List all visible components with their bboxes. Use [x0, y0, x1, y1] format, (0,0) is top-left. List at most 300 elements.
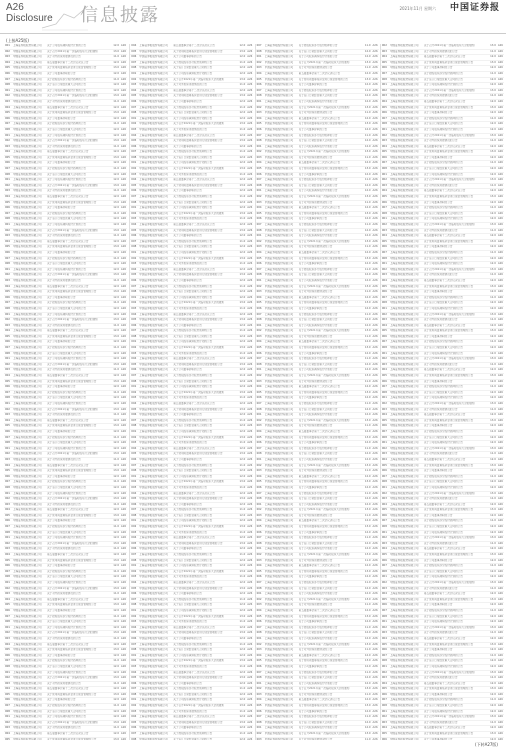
listing-name: 中国证券报股份有限公司 [264, 659, 294, 663]
listing-pages: 11.0 [364, 312, 371, 316]
listing-title: 关于公司董事辞职的公告 [47, 698, 76, 702]
listing-title: 关于召开2021年第一次临时股东大会的通知 [47, 183, 98, 187]
listing-pos: A26 [120, 217, 126, 221]
listing-code: 004 [5, 105, 10, 109]
listing-pages: 11.0 [113, 346, 119, 350]
listing-pages: 13.0 [113, 245, 119, 249]
listing-pages: 13.0 [239, 704, 246, 708]
listing-name: 上海证券报股份有限公司 [139, 284, 168, 288]
listing-code: 001 [381, 620, 387, 624]
listing-pos: A26 [247, 379, 253, 383]
listing-pos: A26 [247, 55, 253, 59]
listing-name: 中国证券报股份有限公司 [389, 273, 419, 277]
listing-pages: 12.0 [239, 413, 246, 417]
listing-code: 002 [131, 167, 137, 171]
listing-name: 中国证券报股份有限公司 [13, 485, 42, 489]
listing-title: 关于公司董事辞职的公告 [423, 290, 453, 294]
listing-title: 关于公司股东减持股份计划的公告 [423, 217, 463, 221]
listing-name: 中国证券报股份有限公司 [139, 167, 168, 171]
listing-name: 中国证券报股份有限公司 [264, 66, 294, 70]
listing-title: 关于签订日常经营重大合同的公告 [173, 558, 213, 562]
listing-pages: 11.0 [113, 167, 119, 171]
listing-pages: 11.0 [364, 66, 371, 70]
listing-pos: A26 [247, 553, 253, 557]
listing-name: 中国证券报股份有限公司 [139, 362, 168, 366]
listing-name: 中国证券报股份有限公司 [13, 737, 42, 740]
listing-pos: A26 [120, 469, 126, 473]
listing-title: 关于签订日常经营重大合同的公告 [47, 396, 86, 400]
listing-pos: A26 [497, 368, 503, 372]
listing-name: 中国证券报股份有限公司 [139, 541, 168, 545]
listing-pos: A26 [497, 737, 503, 740]
listing-code: 004 [381, 502, 387, 506]
listing-title: 关于召开2021年第一次临时股东大会的通知 [173, 346, 224, 350]
listing-pos: A26 [497, 485, 503, 489]
listing-pos: A26 [372, 575, 378, 579]
listing-title: 关于对外担保进展情况的公告 [173, 172, 208, 176]
listing-pos: A26 [497, 603, 503, 607]
listing-pos: A26 [120, 329, 126, 333]
listing-code: 002 [256, 60, 262, 64]
listing-pos: A26 [247, 497, 253, 501]
listing-name: 中国证券报股份有限公司 [13, 720, 42, 724]
listing-pos: A26 [120, 295, 126, 299]
listing-pages: 12.0 [490, 681, 496, 685]
listing-pages: 13.0 [364, 418, 371, 422]
listing-name: 中国证券报股份有限公司 [139, 513, 168, 517]
listing-code: 002 [381, 715, 387, 719]
listing-title: 关于签订日常经营重大合同的公告 [298, 94, 338, 98]
listing-pages: 11.0 [490, 676, 496, 680]
listing-title: 关于公司董事辞职的公告 [298, 620, 328, 624]
listing-code: 004 [131, 44, 137, 47]
listing-code: 004 [131, 402, 137, 405]
listing-pages: 13.0 [490, 329, 496, 333]
listing-title: 第五届董事会第十二次会议决议公告 [423, 144, 466, 148]
listing-pos: A26 [120, 603, 126, 607]
listing-pages: 12.0 [239, 446, 246, 450]
listing-name: 上海证券报股份有限公司 [389, 250, 419, 254]
listing-title: 关于控股股东部分股份质押的公告 [298, 133, 338, 137]
listing-pos: A26 [120, 211, 126, 215]
listing-title: 关于对外担保进展情况的公告 [298, 379, 333, 383]
listing-title: 关于签订日常经营重大合同的公告 [173, 334, 213, 338]
listing-name: 中国证券报股份有限公司 [139, 351, 168, 355]
listing-code: 002 [5, 139, 10, 143]
page-header [0, 0, 506, 34]
listing-title: 关于使用闲置募集资金进行现金管理的公告 [298, 525, 348, 529]
listing-name: 中国证券报股份有限公司 [13, 541, 42, 545]
listing-code: 003 [256, 692, 262, 696]
listing-code: 005 [256, 256, 262, 260]
listing-name: 中国证券报股份有限公司 [13, 564, 42, 568]
listing-name: 上海证券报股份有限公司 [264, 581, 294, 584]
listing-pos: A26 [247, 77, 253, 81]
listing-code: 003 [256, 334, 262, 338]
listing-code: 005 [131, 720, 137, 724]
listing-code: 001 [5, 625, 10, 629]
listing-name: 中国证券报股份有限公司 [389, 536, 419, 540]
listing-pages: 12.0 [490, 111, 496, 115]
listing-name: 中国证券报股份有限公司 [389, 435, 419, 439]
listing-name: 中国证券报股份有限公司 [139, 323, 168, 327]
listing-pos: A26 [497, 625, 503, 629]
listing-code: 002 [131, 390, 137, 394]
listing-name: 上海证券报股份有限公司 [389, 564, 419, 568]
listing-code: 006 [381, 513, 387, 517]
listing-pages: 12.0 [364, 631, 371, 635]
listing-pos: A26 [247, 541, 253, 545]
listing-code: 005 [256, 167, 262, 171]
listing-name: 上海证券报股份有限公司 [139, 446, 168, 450]
listing-title: 关于公司股东减持股份计划的公告 [173, 340, 213, 344]
listing-name: 上海证券报股份有限公司 [264, 625, 294, 629]
listing-name: 上海证券报股份有限公司 [389, 55, 419, 59]
listing-code: 003 [381, 94, 387, 98]
listing-title: 关于公司董事辞职的公告 [173, 323, 202, 327]
listing-pos: A26 [247, 502, 253, 506]
listing-title: 关于召开2021年第一次临时股东大会的通知 [298, 508, 350, 512]
listing-pos: A26 [247, 44, 253, 47]
listing-title: 第五届董事会第十二次会议决议公告 [173, 670, 215, 674]
listing-pos: A26 [120, 234, 126, 238]
listing-pages: 12.0 [113, 653, 119, 657]
listing-name: 中国证券报股份有限公司 [13, 155, 42, 159]
listing-pos: A26 [247, 732, 253, 736]
listing-title: 关于签订日常经营重大合同的公告 [47, 217, 86, 221]
listing-name: 中国证券报股份有限公司 [13, 407, 42, 411]
listing-pos: A26 [372, 267, 378, 271]
listing-name: 上海证券报股份有限公司 [264, 206, 294, 210]
listing-name: 中国证券报股份有限公司 [389, 267, 419, 271]
listing-name: 上海证券报股份有限公司 [389, 726, 419, 730]
listing-pos: A26 [120, 83, 126, 87]
listing-name: 中国证券报股份有限公司 [264, 111, 294, 115]
listing-name: 上海证券报股份有限公司 [13, 44, 42, 47]
listing-pages: 11.0 [364, 357, 371, 361]
listing-pos: A26 [372, 133, 378, 137]
listing-code: 001 [381, 217, 387, 221]
listing-pos: A26 [120, 525, 126, 529]
listing-pos: A26 [497, 536, 503, 540]
listing-name: 中国证券报股份有限公司 [13, 99, 42, 103]
listing-pages: 12.0 [113, 267, 119, 271]
listing-title: 关于对外担保进展情况的公告 [173, 127, 208, 131]
listing-pages: 12.0 [490, 726, 496, 730]
listing-pos: A26 [497, 155, 503, 159]
listing-code: 002 [131, 122, 137, 126]
listing-title: 关于使用闲置募集资金进行现金管理的公告 [47, 558, 97, 562]
listing-pos: A26 [247, 525, 253, 529]
listing-code: 004 [256, 429, 262, 433]
listing-title: 关于公司股东减持股份计划的公告 [298, 592, 338, 596]
listing-title: 关于使用闲置募集资金进行现金管理的公告 [423, 418, 474, 422]
listing-code: 005 [381, 597, 387, 601]
listing-title: 关于公司股东减持股份计划的公告 [173, 250, 213, 254]
listing-code: 006 [381, 66, 387, 70]
listing-title: 关于对外担保进展情况的公告 [298, 245, 333, 249]
listing-pages: 12.0 [239, 234, 246, 238]
listing-name: 上海证券报股份有限公司 [139, 429, 168, 433]
listing-pos: A26 [497, 71, 503, 75]
listing-name: 上海证券报股份有限公司 [13, 150, 42, 154]
listing-code: 007 [381, 429, 387, 433]
listing-pages: 13.0 [490, 491, 496, 495]
listing-title: 关于对外担保进展情况的公告 [173, 620, 208, 624]
listing-title: 关于公司董事辞职的公告 [47, 564, 76, 568]
listing-pages: 12.0 [113, 217, 119, 221]
listing-title: 关于控股股东部分股份质押的公告 [298, 446, 338, 450]
listing-pages: 12.0 [113, 44, 119, 47]
listing-pages: 13.0 [490, 267, 496, 271]
listing-pages: 12.0 [239, 379, 246, 383]
listing-code: 005 [5, 111, 10, 115]
listing-title: 第五届董事会第十二次会议决议公告 [298, 653, 341, 657]
listing-pos: A26 [497, 614, 503, 618]
listing-title: 关于控股股东部分股份质押的公告 [47, 569, 86, 573]
listing-pos: A26 [247, 105, 253, 109]
listing-title: 关于签订日常经营重大合同的公告 [298, 318, 338, 322]
listing-pages: 13.0 [239, 228, 246, 232]
listing-pos: A26 [120, 346, 126, 350]
listing-pages: 13.0 [490, 670, 496, 674]
listing-title: 关于对外担保进展情况的公告 [423, 676, 458, 680]
listing-title: 关于公司股东减持股份计划的公告 [423, 575, 463, 579]
listing-pos: A26 [497, 720, 503, 724]
listing-title: 关于对外担保进展情况的公告 [423, 720, 458, 724]
listing-pos: A26 [497, 687, 503, 691]
listing-pages: 12.0 [490, 709, 496, 713]
listing-pages: 12.0 [239, 636, 246, 640]
listing-code: 002 [256, 553, 262, 557]
listing-title: 关于对外担保进展情况的公告 [47, 234, 81, 238]
listing-pages: 12.0 [490, 83, 496, 87]
listing-code: 001 [5, 357, 10, 361]
listing-pos: A26 [372, 94, 378, 98]
listing-pages: 12.0 [239, 99, 246, 103]
listing-name: 中国证券报股份有限公司 [264, 525, 294, 529]
listing-title: 关于控股股东部分股份质押的公告 [298, 267, 338, 271]
listing-pos: A26 [372, 122, 378, 126]
listing-pages: 12.0 [113, 698, 119, 702]
listing-code: 006 [131, 592, 137, 596]
listing-pages: 12.0 [113, 116, 119, 120]
listing-title: 关于对外担保进展情况的公告 [298, 648, 333, 652]
listing-name: 中国证券报股份有限公司 [264, 60, 294, 64]
listing-pages: 12.0 [239, 71, 246, 75]
listing-pages: 11.0 [239, 374, 246, 378]
listing-code: 004 [5, 329, 10, 333]
listing-name: 中国证券报股份有限公司 [264, 351, 294, 355]
listing-pos: A26 [247, 250, 253, 254]
listing-pages: 12.0 [239, 513, 246, 517]
listing-name: 中国证券报股份有限公司 [264, 183, 294, 187]
listing-code: 002 [131, 256, 137, 260]
listing-code: 004 [131, 357, 137, 361]
listing-title: 关于控股股东部分股份质押的公告 [47, 346, 86, 350]
listing-code: 007 [131, 732, 137, 736]
listing-name: 上海证券报股份有限公司 [13, 329, 42, 333]
listing-code: 002 [381, 88, 387, 92]
listing-pages: 12.0 [364, 340, 371, 344]
listing-name: 上海证券报股份有限公司 [139, 105, 168, 109]
listing-name: 中国证券报股份有限公司 [389, 122, 419, 126]
listing-title: 关于控股股东部分股份质押的公告 [173, 105, 213, 109]
listing-code: 001 [5, 715, 10, 719]
listing-pages: 11.0 [239, 105, 246, 109]
listing-code: 005 [381, 374, 387, 378]
listing-title: 第五届董事会第十二次会议决议公告 [423, 189, 466, 193]
listing-code: 007 [131, 687, 137, 691]
listing-name: 中国证券报股份有限公司 [389, 245, 419, 249]
listing-pages: 13.0 [490, 133, 496, 137]
listing-pages: 13.0 [113, 648, 119, 652]
listing-code: 006 [381, 692, 387, 696]
listing-title: 第五届董事会第十二次会议决议公告 [298, 385, 341, 389]
listing-name: 中国证券报股份有限公司 [139, 659, 168, 663]
listing-pos: A26 [120, 323, 126, 327]
listing-pos: A26 [497, 200, 503, 204]
listing-pos: A26 [372, 541, 378, 545]
listing-title: 第五届董事会第十二次会议决议公告 [423, 592, 466, 596]
listing-title: 关于公司董事辞职的公告 [47, 519, 76, 523]
listing-code: 006 [5, 71, 10, 75]
listing-pos: A26 [372, 217, 378, 221]
listing-pos: A26 [120, 239, 126, 243]
listing-code: 007 [5, 704, 10, 708]
listing-code: 002 [5, 497, 10, 501]
listing-pages: 13.0 [490, 553, 496, 557]
listing-code: 002 [256, 687, 262, 691]
listing-pages: 11.0 [490, 139, 496, 143]
listing-pages: 13.0 [239, 659, 246, 663]
listing-name: 上海证券报股份有限公司 [389, 698, 419, 702]
listing-pos: A26 [120, 88, 126, 92]
listing-pos: A26 [372, 424, 378, 428]
listing-pages: 11.0 [490, 429, 496, 433]
listing-name: 中国证券报股份有限公司 [389, 670, 419, 674]
listing-pages: 11.0 [364, 491, 371, 495]
listing-pages: 13.0 [239, 167, 246, 171]
listing-pages: 12.0 [239, 681, 246, 685]
listing-pos: A26 [372, 346, 378, 350]
listing-pages: 11.0 [113, 144, 119, 148]
listing-title: 关于使用闲置募集资金进行现金管理的公告 [423, 463, 474, 467]
listing-title: 关于公司董事辞职的公告 [423, 245, 453, 249]
listing-pages: 12.0 [490, 200, 496, 204]
listing-pages: 12.0 [490, 659, 496, 663]
listing-pages: 11.0 [113, 659, 119, 663]
listing-name: 上海证券报股份有限公司 [13, 569, 42, 573]
listing-pos: A26 [497, 648, 503, 652]
listing-title: 关于控股股东部分股份质押的公告 [47, 659, 86, 663]
listing-name: 中国证券报股份有限公司 [139, 692, 168, 696]
listing-pages: 11.0 [364, 715, 371, 719]
listing-name: 上海证券报股份有限公司 [13, 284, 42, 288]
listing-name: 中国证券报股份有限公司 [139, 737, 168, 740]
listing-pos: A26 [247, 485, 253, 489]
listing-pos: A26 [120, 374, 126, 378]
listing-title: 关于公司股东减持股份计划的公告 [298, 413, 338, 417]
listing-title: 关于对外担保进展情况的公告 [423, 228, 458, 232]
listing-pos: A26 [120, 435, 126, 439]
listing-pages: 12.0 [364, 94, 371, 98]
listing-code: 003 [131, 620, 137, 624]
listing-code: 006 [381, 334, 387, 338]
listing-pages: 12.0 [490, 234, 496, 238]
listing-pages: 13.0 [364, 301, 371, 305]
listing-name: 中国证券报股份有限公司 [389, 290, 419, 294]
listing-title: 第五届董事会第十二次会议决议公告 [47, 105, 89, 109]
listing-title: 第五届董事会第十二次会议决议公告 [423, 636, 466, 640]
listing-code: 002 [381, 44, 387, 47]
listing-pages: 12.0 [239, 250, 246, 254]
listing-pos: A26 [120, 402, 126, 405]
listing-title: 关于召开2021年第一次临时股东大会的通知 [47, 407, 98, 411]
listing-title: 关于控股股东部分股份质押的公告 [423, 340, 463, 344]
listing-name: 上海证券报股份有限公司 [389, 396, 419, 400]
listing-pages: 12.0 [239, 111, 246, 115]
listing-name: 上海证券报股份有限公司 [264, 295, 294, 299]
listing-title: 关于公司董事辞职的公告 [423, 379, 453, 383]
listing-pos: A26 [247, 681, 253, 685]
listing-pages: 12.0 [364, 485, 371, 489]
listing-pages: 12.0 [239, 592, 246, 596]
listing-name: 中国证券报股份有限公司 [389, 44, 419, 47]
listing-name: 上海证券报股份有限公司 [264, 402, 294, 405]
listing-code: 004 [381, 368, 387, 372]
listing-name: 中国证券报股份有限公司 [264, 485, 294, 489]
listing-pos: A26 [497, 402, 503, 405]
listing-pages: 13.0 [364, 150, 371, 154]
listing-code: 002 [131, 301, 137, 305]
listing-name: 中国证券报股份有限公司 [139, 144, 168, 148]
listing-pos: A26 [372, 306, 378, 310]
listing-code: 007 [381, 71, 387, 75]
listing-pos: A26 [497, 245, 503, 249]
listing-title: 第五届董事会第十二次会议决议公告 [298, 71, 341, 75]
listing-title: 关于控股股东部分股份质押的公告 [298, 536, 338, 540]
listing-pos: A26 [497, 256, 503, 260]
listing-code: 008 [5, 664, 10, 668]
listing-name: 中国证券报股份有限公司 [139, 256, 168, 260]
listing-pages: 11.0 [490, 541, 496, 545]
listing-pages: 11.0 [113, 704, 119, 708]
listing-pos: A26 [372, 732, 378, 736]
listing-code: 007 [131, 284, 137, 288]
listing-code: 002 [381, 670, 387, 674]
listing-code: 005 [256, 77, 262, 81]
listing-title: 第五届董事会第十二次会议决议公告 [298, 519, 341, 523]
listing-title: 关于对外担保进展情况的公告 [47, 99, 81, 103]
listing-title: 第五届董事会第十二次会议决议公告 [298, 250, 341, 254]
listing-pages: 12.0 [490, 334, 496, 338]
listing-name: 中国证券报股份有限公司 [13, 385, 42, 389]
listing-title: 关于签订日常经营重大合同的公告 [298, 362, 338, 366]
listing-code: 007 [256, 625, 262, 629]
listing-title: 关于控股股东部分股份质押的公告 [173, 687, 213, 691]
listing-title: 关于召开2021年第一次临时股东大会的通知 [47, 362, 98, 366]
listing-pos: A26 [120, 452, 126, 456]
listing-pages: 12.0 [239, 558, 246, 562]
listing-code: 007 [131, 105, 137, 109]
listing-code: 005 [381, 105, 387, 109]
listing-name: 中国证券报股份有限公司 [264, 94, 294, 98]
listing-code: 006 [256, 306, 262, 310]
listing-pages: 11.0 [239, 172, 246, 176]
listing-name: 中国证券报股份有限公司 [264, 620, 294, 624]
listing-pos: A26 [372, 558, 378, 562]
